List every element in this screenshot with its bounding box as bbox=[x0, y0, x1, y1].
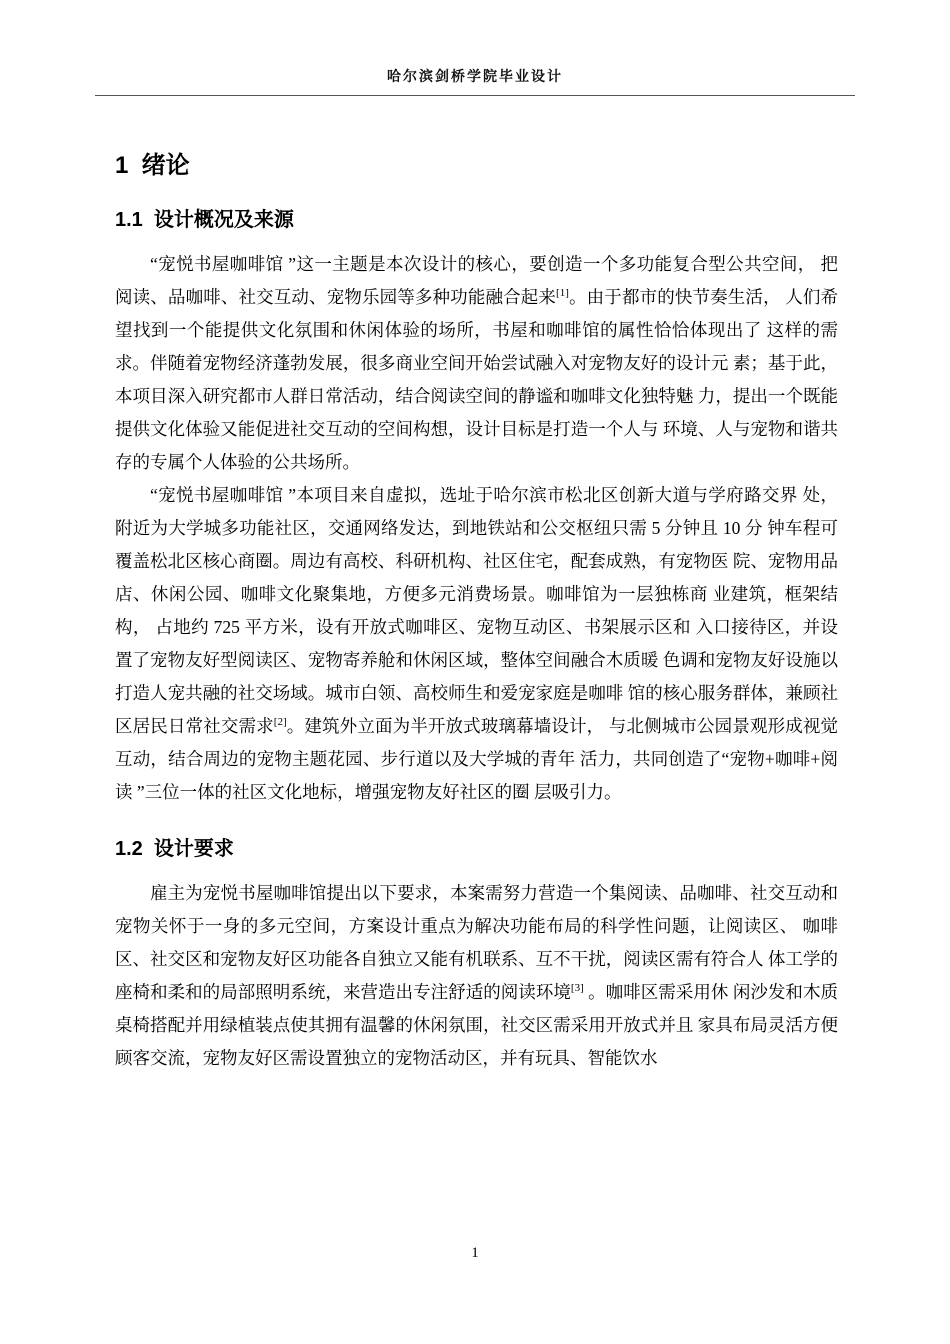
paragraph-text: 。咖啡区需采用休 闲沙发和木质桌椅搭配并用绿植装点使其拥有温馨的休闲氛围，社交区需采用开放式并且 家具布局灵活方便顾客交流，宠物友好区需设置独立的宠物活动区，并有玩具、智能饮水 bbox=[115, 982, 839, 1069]
paragraph-design-overview-2 bbox=[115, 479, 838, 809]
page-number: 1 bbox=[471, 1245, 479, 1261]
document-body bbox=[115, 150, 838, 1075]
section-heading-1-1: 1.1 设计概况及来源 bbox=[115, 209, 294, 232]
paragraph-design-requirements bbox=[115, 877, 838, 1075]
paragraph-text: 。建筑外立面为半开放式玻璃幕墙设计， 与北侧城市公园景观形成视觉互动，结合周边的宠物主题花园、步行道以及大学城的青年 活力，共同创造了“宠物+咖啡+阅读 ”三位一体的社区文化地标，增强宠物友好社区的圈 层吸引力。 bbox=[115, 716, 839, 803]
header-divider bbox=[95, 95, 855, 96]
chapter-heading: 1 绪论 bbox=[115, 152, 190, 179]
citation-ref-1: [1] bbox=[556, 287, 569, 300]
paragraph-text: 。由于都市的快节奏生活， 人们希望找到一个能提供文化氛围和休闲体验的场所，书屋和咖啡馆的属性恰恰体现出了 这样的需求。伴随着宠物经济蓬勃发展，很多商业空间开始尝试融入对宠物友好的设计元 素；基于此，本项目深入研究都市人群日常活动，结合阅读空间的静谧和咖啡文化独特魅 力，提出一个既能提供文化体验又能促进社交互动的空间构想，设计目标是打造一个人与 环境、人与宠物和谐共存的专属个人体验的公共场所。 bbox=[115, 287, 839, 473]
paragraph-design-overview-1 bbox=[115, 248, 838, 479]
citation-ref-2: [2] bbox=[273, 716, 287, 729]
page-footer bbox=[0, 1245, 950, 1262]
section-heading-1-2: 1.2 设计要求 bbox=[115, 838, 234, 861]
page-header-title: 哈尔滨剑桥学院毕业设计 bbox=[387, 70, 563, 85]
paragraph-text: “宠悦书屋咖啡馆 ”这一主题是本次设计的核心，要创造一个多功能复合型公共空间， 把阅读、品咖啡、社交互动、宠物乐园等多种功能融合起来 bbox=[115, 254, 838, 308]
paragraph-text: 雇主为宠悦书屋咖啡馆提出以下要求，本案需努力营造一个集阅读、品咖啡、社交互动和宠物关怀于一身的多元空间，方案设计重点为解决功能布局的科学性问题，让阅读区、 咖啡区、社交区和宠物友好区功能各自独立又能有机联系、互不干扰，阅读区需有符合人 体工学的座椅和柔和的局部照明系统，来营造出专注舒适的阅读环境 bbox=[115, 883, 838, 1003]
paragraph-text: “宠悦书屋咖啡馆 ”本项目来自虚拟，选址于哈尔滨市松北区创新大道与学府路交界 处，附近为大学城多功能社区，交通网络发达，到地铁站和公交枢纽只需 5 分钟且 10 分 钟车程可覆盖松北区核心商圈。周边有高校、科研机构、社区住宅，配套成熟，有宠物医 院、宠物用品店、休闲公园、咖啡文化聚集地，方便多元消费场景。咖啡馆为一层独栋商 业建筑，框架结构， 占地约 725 平方米，设有开放式咖啡区、宠物互动区、书架展示区和 入口接待区，并设置了宠物友好型阅读区、宠物寄养舱和休闲区域，整体空间融合木质暖 色调和宠物友好设施以打造人宠共融的社交场域。城市白领、高校师生和爱宠家庭是咖啡 馆的核心服务群体，兼顾社区居民日常社交需求 bbox=[115, 485, 838, 737]
page-header bbox=[95, 66, 855, 96]
citation-ref-3: [3] bbox=[570, 982, 584, 995]
